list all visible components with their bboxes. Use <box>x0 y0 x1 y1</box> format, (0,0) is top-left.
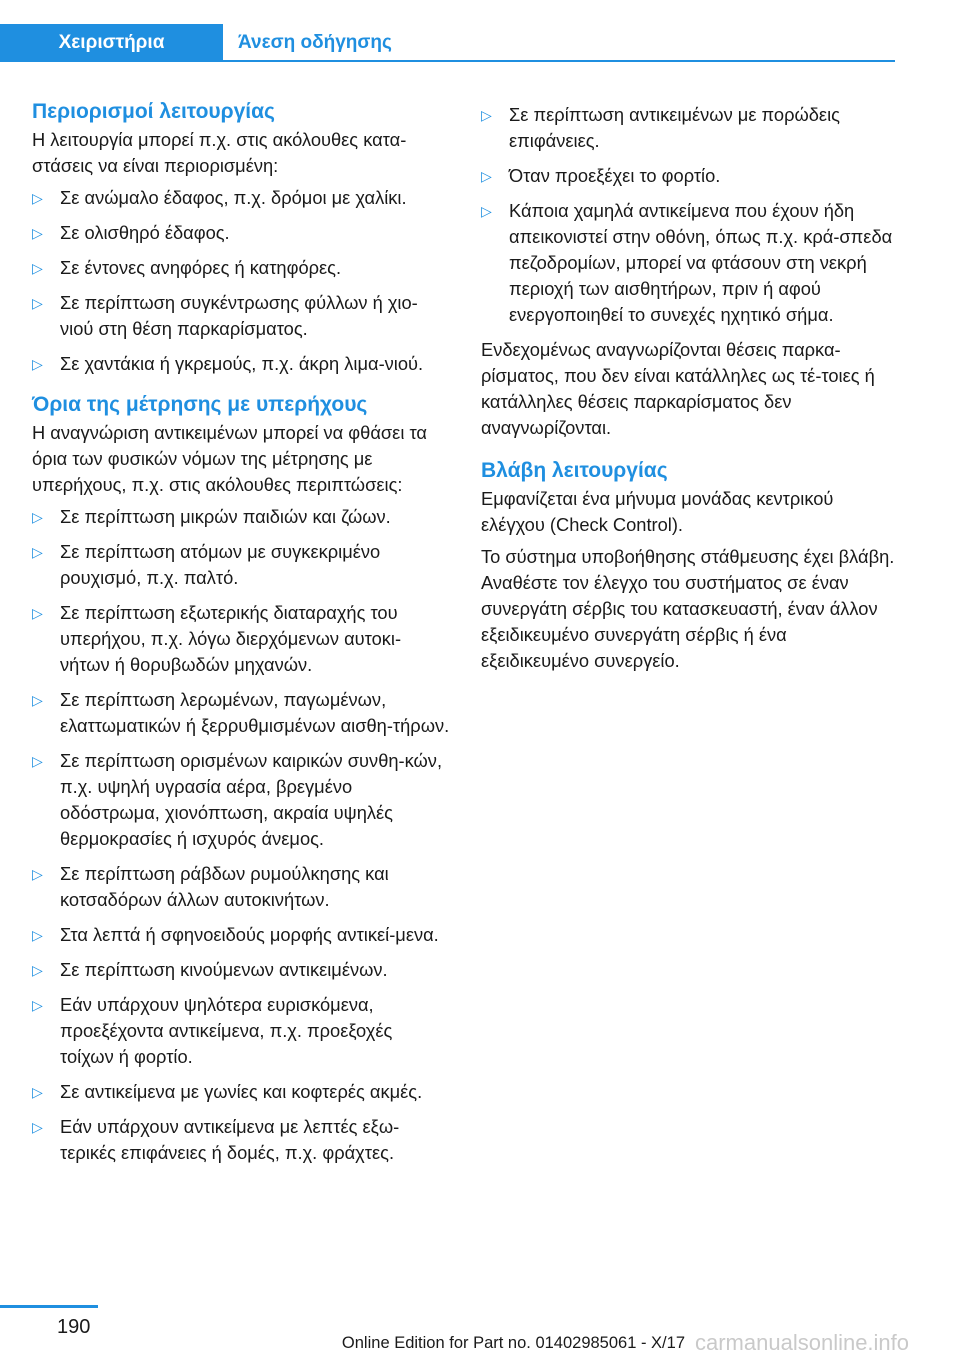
bullet-triangle-icon: ▷ <box>32 1119 43 1135</box>
section-intro: Η αναγνώριση αντικειμένων μπορεί να φθάσει τα όρια των φυσικών νόμων της μέτρησης με υπερήχους, π.χ. στις ακόλουθες περιπτώσεις: <box>32 422 427 495</box>
bullet-text: Σε αντικείμενα με γωνίες και κοφτερές ακμές. <box>60 1081 423 1102</box>
bullet-text: Εάν υπάρχουν αντικείμενα με λεπτές εξω‐τερικές επιφάνειες ή δομές, π.χ. φράχτες. <box>60 1116 400 1163</box>
bullet-item <box>32 922 450 948</box>
bullet-item <box>32 687 450 739</box>
bullet-triangle-icon: ▷ <box>32 544 43 560</box>
bullet-text: Σε περίπτωση εξωτερικής διαταραχής του υπερήχου, π.χ. λόγω διερχόμενων αυτοκι‐νήτων ή θορυβωδών μηχανών. <box>60 602 402 675</box>
chapter-tab: Χειριστήρια <box>0 24 223 62</box>
bullet-triangle-icon: ▷ <box>32 1084 43 1100</box>
edition-note: Online Edition for Part no. 01402985061 - X/17 <box>341 1334 685 1352</box>
bullet-item <box>32 290 450 342</box>
bullet-list <box>32 504 450 1166</box>
bullet-text: Σε ολισθηρό έδαφος. <box>60 222 230 243</box>
bullet-triangle-icon: ▷ <box>32 260 43 276</box>
parking-space-note: Ενδεχομένως αναγνωρίζονται θέσεις παρκα‐ρίσματος, που δεν είναι κατάλληλες ως τέ‐τοιες ή κατάλληλες θέσεις παρκαρίσματος δεν αναγνωρίζονται. <box>481 339 875 438</box>
bullet-text: Σε περίπτωση αντικειμένων με πορώδεις επιφάνειες. <box>509 104 840 151</box>
bullet-triangle-icon: ▷ <box>32 927 43 943</box>
bullet-text: Σε περίπτωση συγκέντρωσης φύλλων ή χιο‐νιού στη θέση παρκαρίσματος. <box>60 292 418 339</box>
bullet-text: Σε περίπτωση κινούμενων αντικειμένων. <box>60 959 388 980</box>
watermark: carmanualsonline.info <box>695 1330 910 1355</box>
bullet-text: Σε περίπτωση ατόμων με συγκεκριμένο ρουχισμό, π.χ. παλτό. <box>60 541 381 588</box>
page-header <box>0 0 895 62</box>
bullet-triangle-icon: ▷ <box>32 356 43 372</box>
bullet-item <box>481 163 899 189</box>
section-intro: Η λειτουργία μπορεί π.χ. στις ακόλουθες κατα‐στάσεις να είναι περιορισμένη: <box>32 129 407 176</box>
bullet-text: Σε χαντάκια ή γκρεμούς, π.χ. άκρη λιμα‐νιού. <box>60 353 424 374</box>
bullet-text: Σε περίπτωση λερωμένων, παγωμένων, ελαττωματικών ή ξερρυθμισμένων αισθη‐τήρων. <box>60 689 450 736</box>
bullet-text: Κάποια χαμηλά αντικείμενα που έχουν ήδη απεικονιστεί στην οθόνη, όπως π.χ. κρά‐σπεδα πεζοδρομίων, μπορεί να φτάσουν στη νεκρή περιοχή των αισθητήρων, πριν ή αφού ενεργοποιηθεί το συνεχές ηχητικό σήμα. <box>509 200 893 325</box>
bullet-text: Στα λεπτά ή σφηνοειδούς μορφής αντικεί‐μενα. <box>60 924 439 945</box>
bullet-triangle-icon: ▷ <box>481 203 492 219</box>
bullet-text: Σε περίπτωση μικρών παιδιών και ζώων. <box>60 506 391 527</box>
bullet-list <box>32 185 450 377</box>
bullet-triangle-icon: ▷ <box>32 295 43 311</box>
bullet-item <box>32 504 450 530</box>
bullet-item <box>32 748 450 852</box>
bullet-triangle-icon: ▷ <box>32 225 43 241</box>
section-tab: Άνεση οδήγησης <box>238 32 392 53</box>
bullet-triangle-icon: ▷ <box>32 997 43 1013</box>
bullet-triangle-icon: ▷ <box>32 605 43 621</box>
bullet-text: Σε έντονες ανηφόρες ή κατηφόρες. <box>60 257 342 278</box>
bullet-item <box>32 220 450 246</box>
header-rule <box>0 60 895 62</box>
bullet-triangle-icon: ▷ <box>481 107 492 123</box>
section-function-limits <box>32 98 450 377</box>
page-number-rule <box>0 1305 98 1308</box>
section-heading: Περιορισμοί λειτουργίας <box>32 100 275 123</box>
bullet-item <box>32 255 450 281</box>
bullet-item <box>32 185 450 211</box>
bullet-item <box>32 351 450 377</box>
bullet-item <box>32 1079 450 1105</box>
bullet-item <box>32 957 450 983</box>
section-malfunction <box>481 457 899 674</box>
bullet-list-continued <box>481 102 899 328</box>
bullet-item <box>481 102 899 154</box>
bullet-triangle-icon: ▷ <box>32 509 43 525</box>
bullet-triangle-icon: ▷ <box>481 168 492 184</box>
bullet-text: Όταν προεξέχει το φορτίο. <box>509 165 721 186</box>
bullet-text: Σε περίπτωση ράβδων ρυμούλκησης και κοτσαδόρων άλλων αυτοκινήτων. <box>60 863 389 910</box>
malfunction-paragraph: Εμφανίζεται ένα μήνυμα μονάδας κεντρικού ελέγχου (Check Control). <box>481 488 834 535</box>
bullet-text: Εάν υπάρχουν ψηλότερα ευρισκόμενα, προεξέχοντα αντικείμενα, π.χ. προεξοχές τοίχων ή φορτίο. <box>60 994 393 1067</box>
bullet-item <box>32 861 450 913</box>
bullet-item <box>32 992 450 1070</box>
section-heading: Όρια της μέτρησης με υπερήχους <box>32 393 368 416</box>
bullet-item <box>32 600 450 678</box>
section-heading: Βλάβη λειτουργίας <box>481 459 668 482</box>
bullet-triangle-icon: ▷ <box>32 190 43 206</box>
section-ultrasound-limits <box>32 391 450 1166</box>
bullet-item <box>32 1114 450 1166</box>
bullet-triangle-icon: ▷ <box>32 866 43 882</box>
left-column <box>32 98 450 1175</box>
bullet-triangle-icon: ▷ <box>32 962 43 978</box>
right-column <box>481 98 899 680</box>
bullet-text: Σε περίπτωση ορισμένων καιρικών συνθη‐κών, π.χ. υψηλή υγρασία αέρα, βρεγμένο οδόστρωμα, χιονόπτωση, ακραία υψηλές θερμοκρασίες ή ισχυρός άνεμος. <box>60 750 443 849</box>
page-number: 190 <box>57 1316 91 1338</box>
bullet-triangle-icon: ▷ <box>32 753 43 769</box>
bullet-text: Σε ανώμαλο έδαφος, π.χ. δρόμοι με χαλίκι. <box>60 187 407 208</box>
malfunction-paragraph: Το σύστημα υποβοήθησης στάθμευσης έχει βλάβη. Αναθέστε τον έλεγχο του συστήματος σε έναν συνεργάτη σέρβις του κατασκευαστή, έναν άλλον εξειδικευμένο συνεργάτη σέρβις ή ένα εξειδικευμένο συνεργείο. <box>481 546 895 671</box>
bullet-triangle-icon: ▷ <box>32 692 43 708</box>
bullet-item <box>32 539 450 591</box>
bullet-item <box>481 198 899 328</box>
